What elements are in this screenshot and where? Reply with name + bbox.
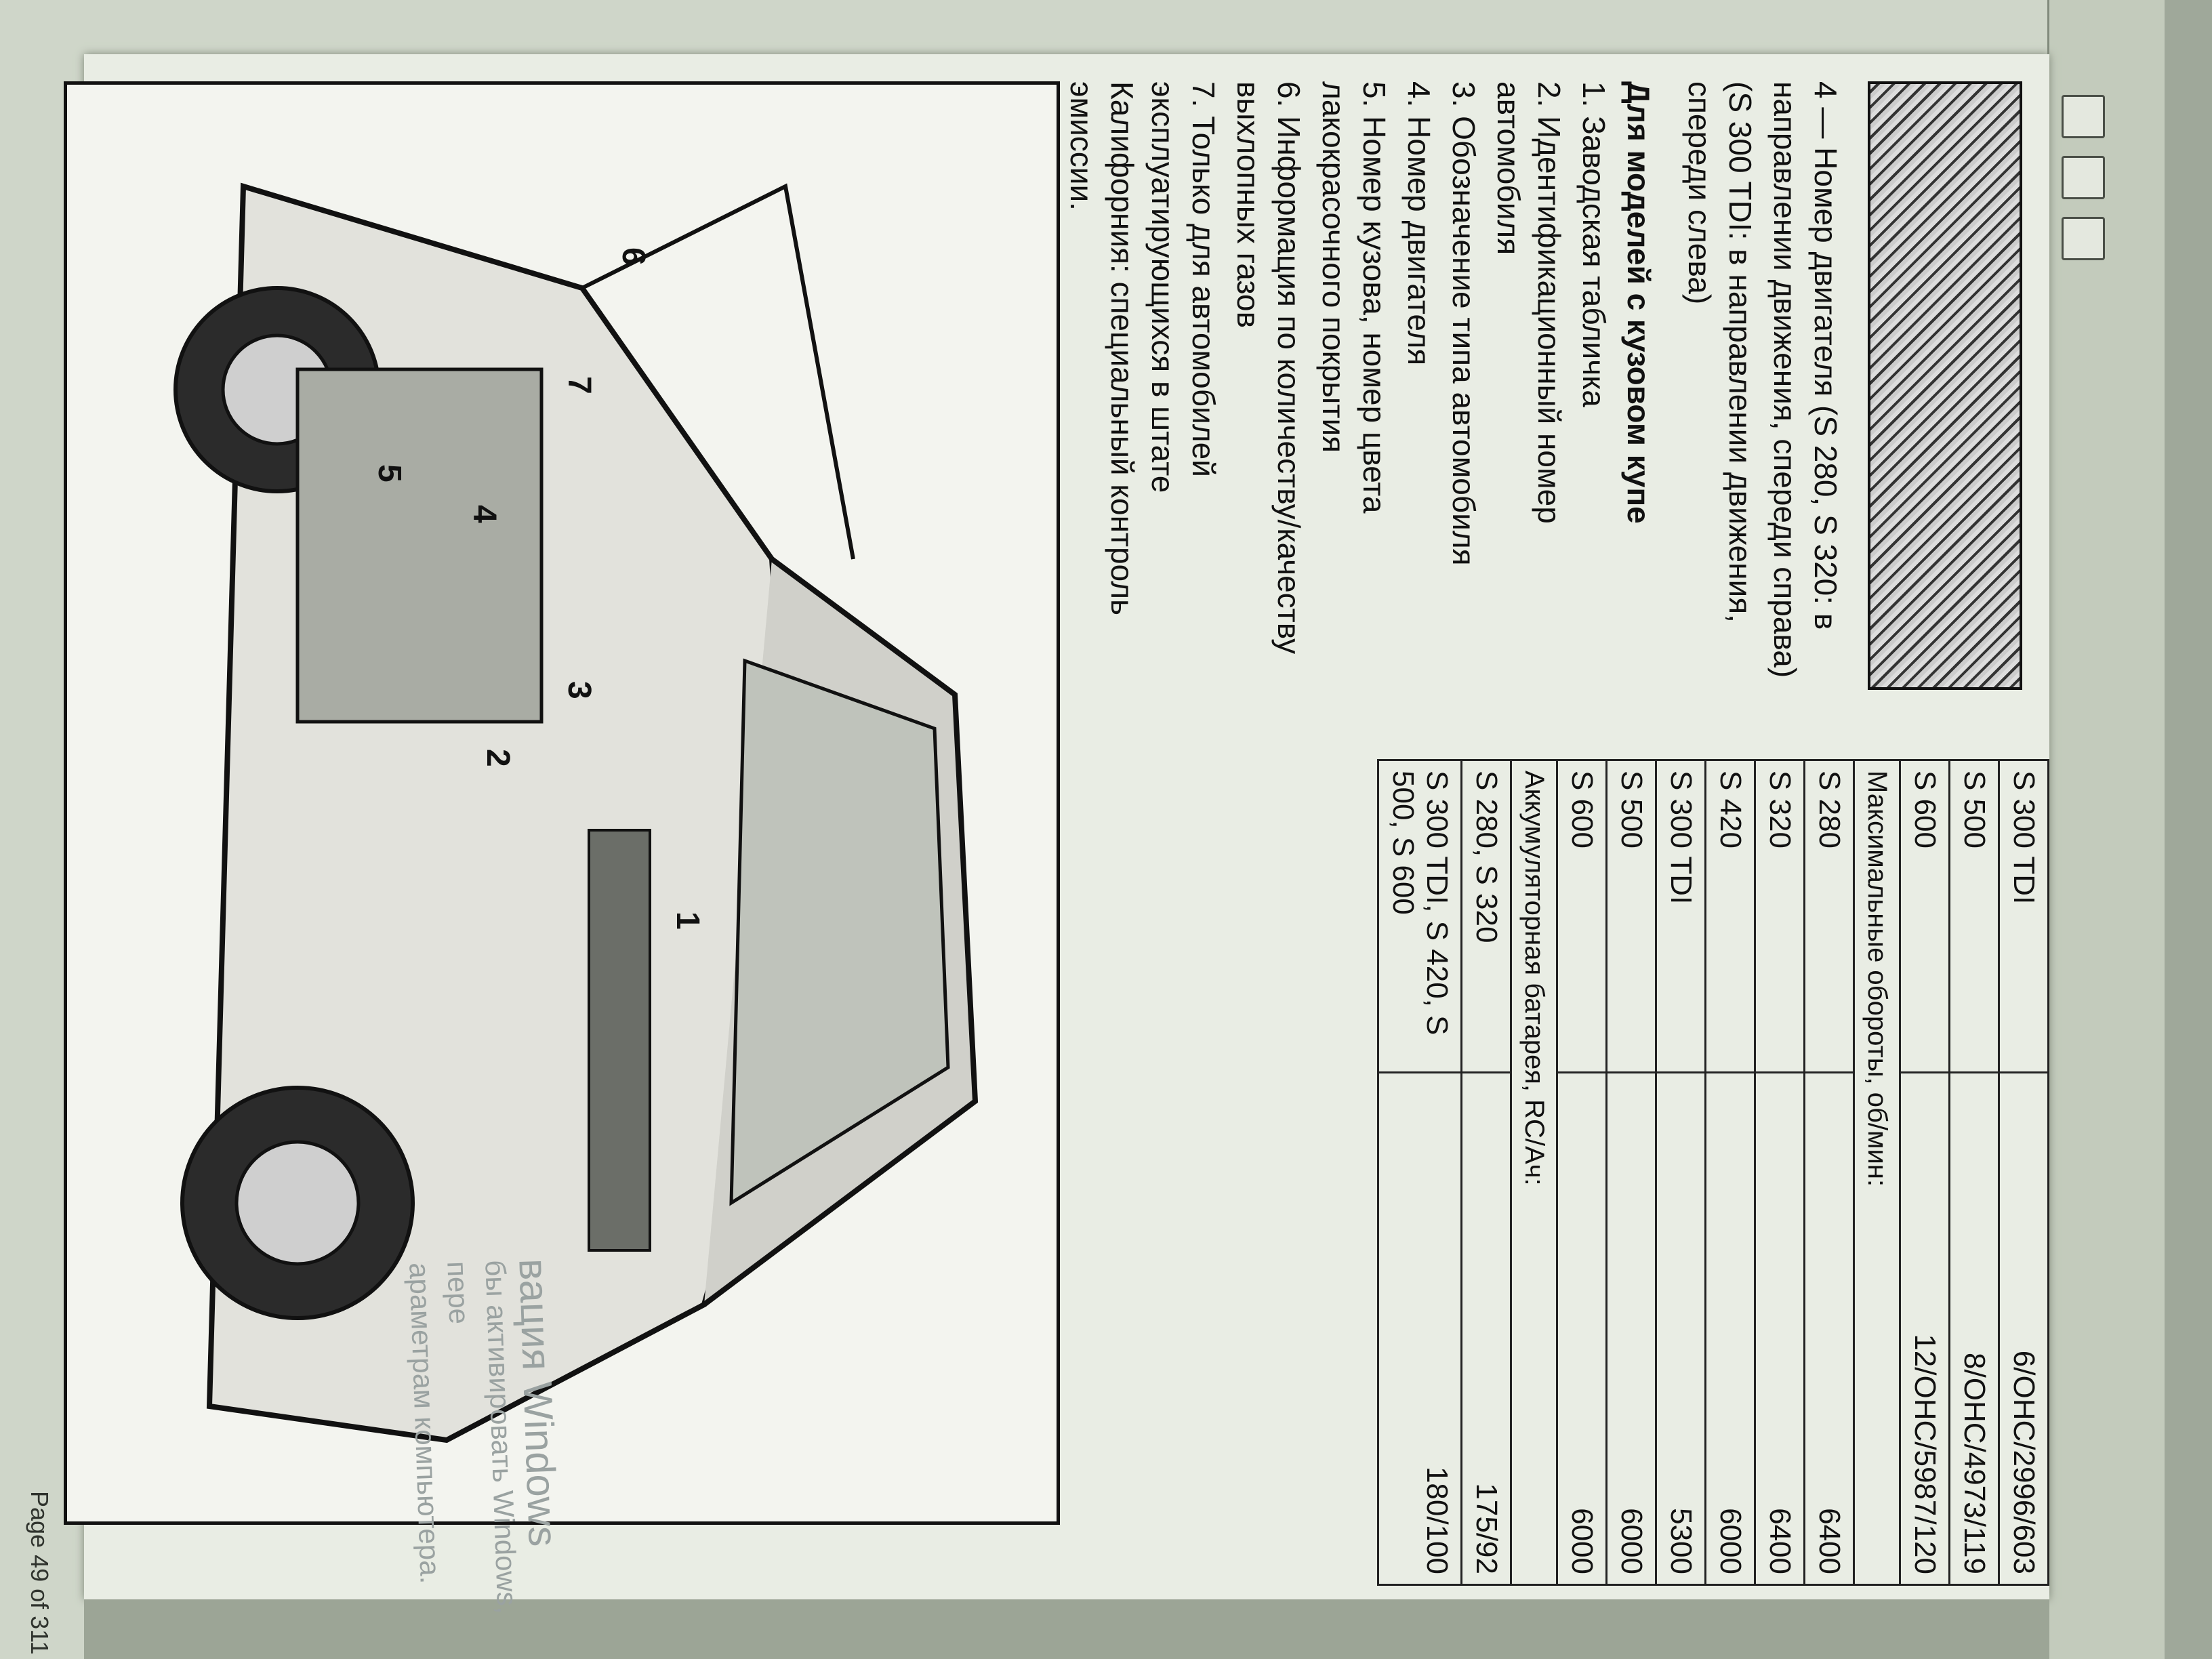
callout-2: 2 bbox=[480, 749, 516, 767]
table-row bbox=[1900, 760, 1950, 1585]
list-item: 6. Информация по количеству/качеству выхлопных газов bbox=[1231, 81, 1307, 655]
table-row bbox=[1805, 760, 1854, 1585]
list-item: 3. Обозначение типа автомобиля bbox=[1446, 81, 1481, 566]
table-cell: S 600 bbox=[1557, 760, 1607, 1073]
callout-4: 4 bbox=[466, 505, 502, 523]
table-cell: 6400 bbox=[1805, 1073, 1854, 1585]
table-cell: S 300 TDI bbox=[1999, 760, 2049, 1073]
table-cell: S 420 bbox=[1706, 760, 1755, 1073]
watermark-line: вация Windows bbox=[510, 1258, 566, 1548]
callout-1: 1 bbox=[670, 912, 705, 930]
rpm-header: Максимальные обороты, об/мин: bbox=[1854, 760, 1900, 1585]
spec-table bbox=[1377, 759, 2049, 1586]
table-cell: S 600 bbox=[1900, 760, 1950, 1073]
callout-6: 6 bbox=[615, 247, 651, 266]
document-page bbox=[84, 54, 2049, 1599]
callout-3: 3 bbox=[561, 681, 597, 699]
table-cell: 8/OHC/4973/119 bbox=[1950, 1073, 1999, 1585]
table-cell: S 320 bbox=[1755, 760, 1805, 1073]
window-edge bbox=[2163, 0, 2212, 1659]
right-pane bbox=[84, 1599, 2049, 1659]
table-cell: 175/92 bbox=[1462, 1073, 1511, 1585]
table-row bbox=[1656, 760, 1706, 1585]
watermark-line: араметрам компьютера. bbox=[403, 1262, 447, 1584]
table-cell: S 300 TDI, S 420, S 500, S 600 bbox=[1378, 760, 1462, 1073]
table-cell: 6400 bbox=[1755, 1073, 1805, 1585]
table-cell: S 280 bbox=[1805, 760, 1854, 1073]
text-column bbox=[1057, 81, 1846, 691]
top-illustration-fragment bbox=[1868, 81, 2022, 690]
table-cell: 6/OHC/2996/603 bbox=[1999, 1073, 2049, 1585]
table-cell: 180/100 bbox=[1378, 1073, 1462, 1585]
toolbar bbox=[2047, 0, 2165, 1659]
list-item: 5. Номер кузова, номер цвета лакокрасочного покрытия bbox=[1316, 81, 1392, 514]
table-group-row bbox=[1511, 760, 1557, 1585]
list-item: 2. Идентификационный номер автомобиля bbox=[1491, 81, 1567, 524]
car-figure bbox=[64, 81, 1060, 1525]
table-row bbox=[1999, 760, 2049, 1585]
table-group-row bbox=[1854, 760, 1900, 1585]
table-row bbox=[1378, 760, 1462, 1585]
table-row bbox=[1607, 760, 1656, 1585]
car-illustration bbox=[108, 85, 1057, 1521]
document-icon[interactable] bbox=[2062, 95, 2105, 138]
table-cell: 6000 bbox=[1557, 1073, 1607, 1585]
table-cell: 5300 bbox=[1656, 1073, 1706, 1585]
table-row bbox=[1755, 760, 1805, 1585]
list-item: 7. Только для автомобилей эксплуатирующихся в штате Калифорния: специальный контроль эмиссии. bbox=[1064, 81, 1221, 616]
page-indicator: Page 49 of 311 bbox=[26, 1491, 54, 1655]
watermark-line: бы активировать Windows, пере bbox=[441, 1259, 524, 1615]
table-cell: 6000 bbox=[1706, 1073, 1755, 1585]
list-item: 4. Номер двигателя bbox=[1401, 81, 1437, 366]
table-row bbox=[1706, 760, 1755, 1585]
list-item: 1. Заводская табличка bbox=[1576, 81, 1612, 407]
page-icon[interactable] bbox=[2062, 156, 2105, 199]
table-cell: S 300 TDI bbox=[1656, 760, 1706, 1073]
callout-5: 5 bbox=[371, 464, 407, 483]
battery-header: Аккумуляторная батарея, RC/Ач: bbox=[1511, 760, 1557, 1585]
table-cell: 12/OHC/5987/120 bbox=[1900, 1073, 1950, 1585]
table-row bbox=[1557, 760, 1607, 1585]
nav-icon[interactable] bbox=[2062, 217, 2105, 260]
table-cell: S 500 bbox=[1950, 760, 1999, 1073]
callout-7: 7 bbox=[561, 376, 597, 394]
activation-watermark bbox=[400, 1258, 565, 1642]
coupe-heading: Для моделей с кузовом купе bbox=[1621, 81, 1656, 524]
table-cell: S 280, S 320 bbox=[1462, 760, 1511, 1073]
table-cell: 6000 bbox=[1607, 1073, 1656, 1585]
table-row bbox=[1462, 760, 1511, 1585]
engine-number-tdi-text: (S 300 TDI: в направлении движения, спереди слева) bbox=[1682, 81, 1758, 623]
table-cell: S 500 bbox=[1607, 760, 1656, 1073]
engine-number-text: 4 — Номер двигателя (S 280, S 320: в направлении движения, спереди справа) bbox=[1767, 81, 1843, 678]
table-row bbox=[1950, 760, 1999, 1585]
